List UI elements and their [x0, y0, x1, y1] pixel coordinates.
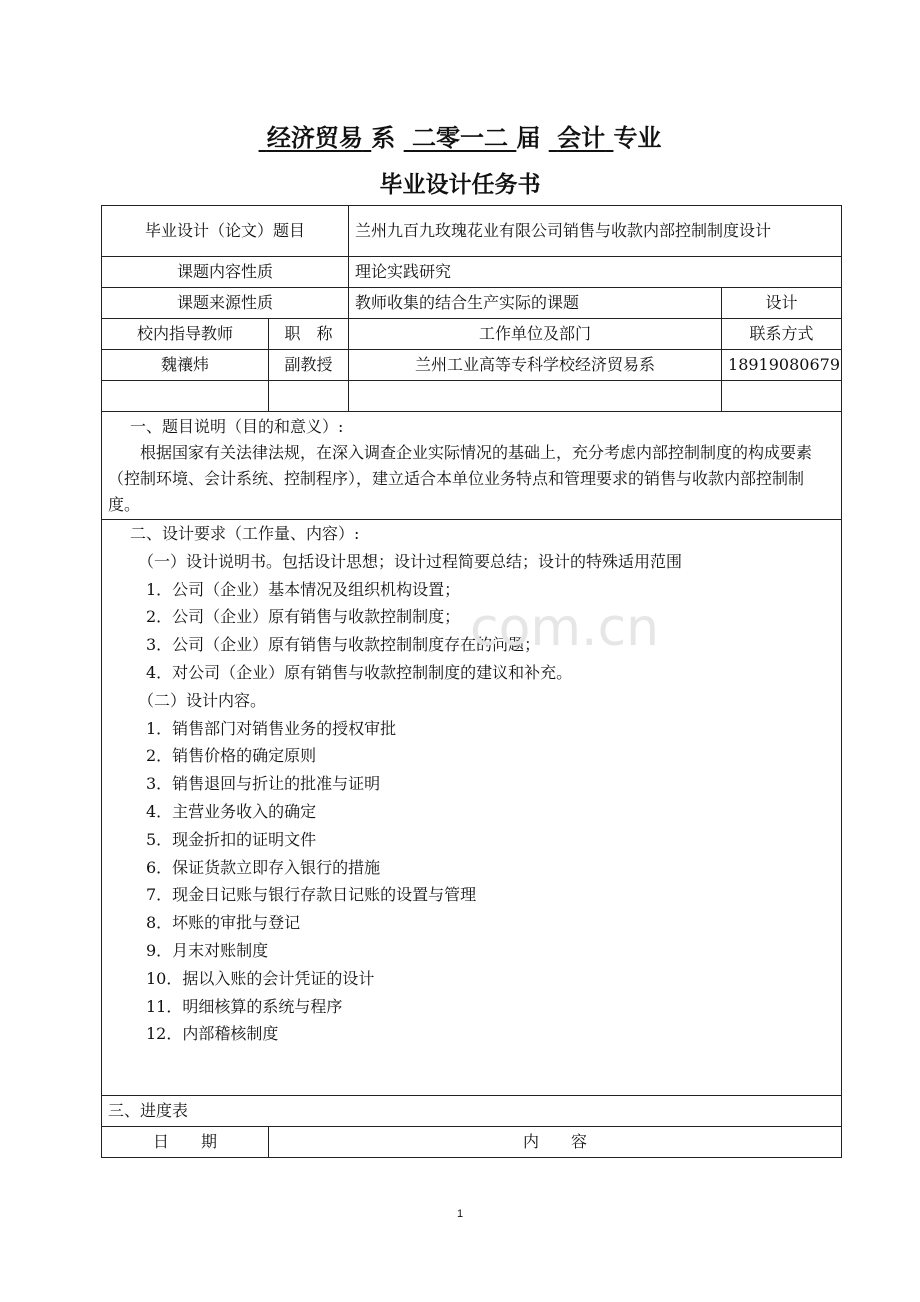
header-xi: 系	[371, 124, 396, 152]
teacher-header-row	[102, 319, 842, 350]
teacher-unit: 兰州工业高等专科学校经济贸易系	[349, 350, 722, 381]
list-item: 9．月末对账制度	[146, 940, 269, 960]
header-jie: 届	[516, 124, 541, 152]
topic-label: 毕业设计（论文）题目	[102, 206, 349, 257]
list-item: 12．内部稽核制度	[146, 1024, 279, 1044]
topic-value: 兰州九百九玫瑰花业有限公司销售与收款内部控制制度设计	[349, 206, 842, 257]
list-item: 8．坏账的审批与登记	[146, 913, 301, 933]
teacher-name: 魏禳炜	[102, 350, 269, 381]
section2-cell	[102, 520, 842, 1096]
header-year: 二零一二	[412, 124, 508, 152]
list-item: 4．主营业务收入的确定	[146, 801, 317, 821]
watermark: com.cn	[470, 598, 660, 658]
col-title: 职 称	[269, 319, 349, 350]
teacher-row	[102, 350, 842, 381]
list-item: 1．销售部门对销售业务的授权审批	[146, 718, 397, 738]
list-item: 5．现金折扣的证明文件	[146, 829, 317, 849]
section1-row	[102, 412, 842, 520]
section2-part2-heading: （二）设计内容。	[138, 690, 267, 710]
list-item: 10．据以入账的会计凭证的设计	[146, 968, 375, 988]
list-item: 4．对公司（企业）原有销售与收款控制制度的建议和补充。	[146, 662, 573, 682]
topic-row	[102, 206, 842, 257]
col-unit: 工作单位及部门	[349, 319, 722, 350]
empty-row	[102, 381, 842, 412]
section1-heading: 一、题目说明（目的和意义）:	[130, 417, 344, 436]
content-nature-row	[102, 257, 842, 288]
section2-heading: 二、设计要求（工作量、内容）:	[130, 524, 360, 543]
task-table	[101, 205, 842, 1158]
schedule-header-row	[102, 1127, 842, 1158]
empty-cell	[722, 381, 842, 412]
content-nature-label: 课题内容性质	[102, 257, 349, 288]
header-major: 会计	[557, 124, 606, 152]
source-type: 设计	[722, 288, 842, 319]
col-teacher: 校内指导教师	[102, 319, 269, 350]
source-nature-value: 教师收集的结合生产实际的课题	[349, 288, 722, 319]
page-number: 1	[456, 1208, 464, 1220]
section3-heading: 三、进度表	[102, 1096, 842, 1127]
col-date: 日 期	[102, 1127, 269, 1158]
section3-row	[102, 1096, 842, 1127]
document-title: 毕业设计任务书	[379, 172, 541, 198]
section1-cell	[102, 412, 842, 520]
list-item: 6．保证货款立即存入银行的措施	[146, 857, 381, 877]
section1-body: 根据国家有关法律法规，在深入调查企业实际情况的基础上，充分考虑内部控制制度的构成要素（控制环境、会计系统、控制程序），建立适合本单位业务特点和管理要求的销售与收款内部控制制度。	[108, 443, 813, 514]
source-nature-row	[102, 288, 842, 319]
teacher-title: 副教授	[269, 350, 349, 381]
list-item: 2．公司（企业）原有销售与收款控制制度；	[146, 607, 461, 627]
empty-cell	[102, 381, 269, 412]
teacher-phone: 18919080679	[722, 350, 842, 381]
list-item: 3．销售退回与折让的批准与证明	[146, 774, 381, 794]
list-item: 2．销售价格的确定原则	[146, 746, 317, 766]
list-item: 1．公司（企业）基本情况及组织机构设置；	[146, 579, 461, 599]
section2-part1-heading: （一）设计说明书。包括设计思想；设计过程简要总结；设计的特殊适用范围	[138, 551, 683, 571]
header-zhuanye: 专业	[613, 124, 662, 152]
list-item: 7．现金日记账与银行存款日记账的设置与管理	[146, 885, 477, 905]
list-item: 3．公司（企业）原有销售与收款控制制度存在的问题；	[146, 635, 541, 655]
document-header	[0, 118, 920, 153]
col-contact: 联系方式	[722, 319, 842, 350]
source-nature-label: 课题来源性质	[102, 288, 349, 319]
section2-row	[102, 520, 842, 1096]
col-content: 内 容	[269, 1127, 842, 1158]
empty-cell	[269, 381, 349, 412]
header-department: 经济贸易	[266, 124, 363, 152]
content-nature-value: 理论实践研究	[349, 257, 842, 288]
empty-cell	[349, 381, 722, 412]
list-item: 11．明细核算的系统与程序	[146, 996, 343, 1016]
